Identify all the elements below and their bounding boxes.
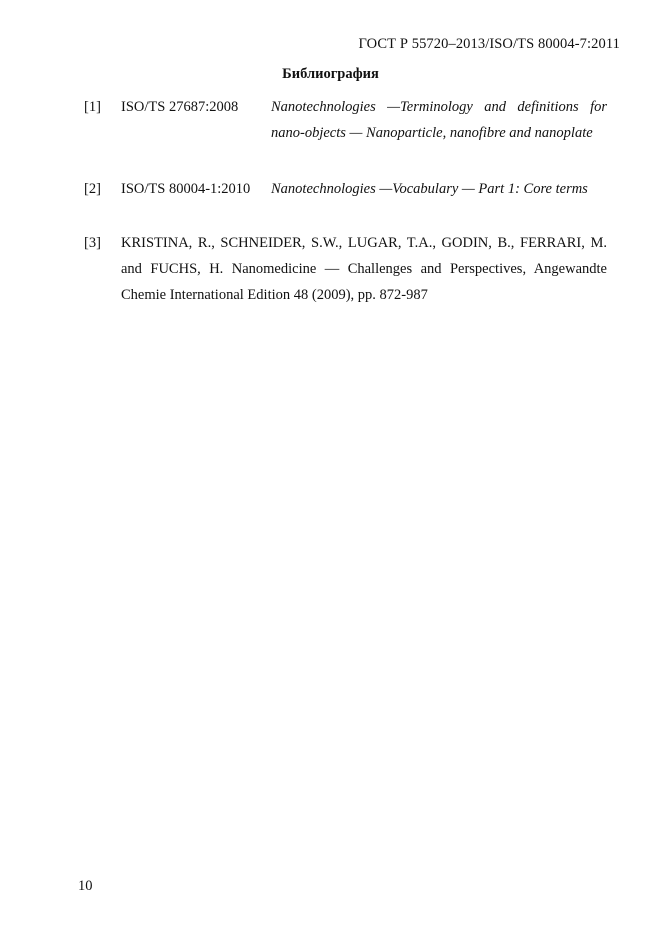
entry-code: ISO/TS 80004-1:2010	[121, 181, 251, 197]
section-title: Библиография	[282, 66, 379, 82]
bibliography-entry	[84, 230, 607, 308]
bibliography-entry	[84, 94, 607, 146]
entry-code: ISO/TS 27687:2008	[121, 99, 239, 115]
entry-description: Nanotechnologies —Terminology and definitions for nano-objects — Nanoparticle, nanofibre and nanoplate	[271, 99, 607, 141]
bibliography-entry	[84, 176, 607, 202]
entry-number: [3]	[84, 235, 101, 251]
page-number: 10	[78, 878, 93, 894]
document-header: ГОСТ Р 55720–2013/ISO/TS 80004-7:2011	[358, 36, 620, 52]
entry-number: [1]	[84, 99, 101, 115]
entry-description: Nanotechnologies —Vocabulary — Part 1: Core terms	[271, 181, 588, 197]
entry-full-text: KRISTINA, R., SCHNEIDER, S.W., LUGAR, T.A., GODIN, B., FERRARI, M. and FUCHS, H. Nanomedicine — Challenges and Perspectives, Angewandte Chemie International Edition 48 (2009), pp. 872-987	[121, 235, 607, 303]
entry-number: [2]	[84, 181, 101, 197]
